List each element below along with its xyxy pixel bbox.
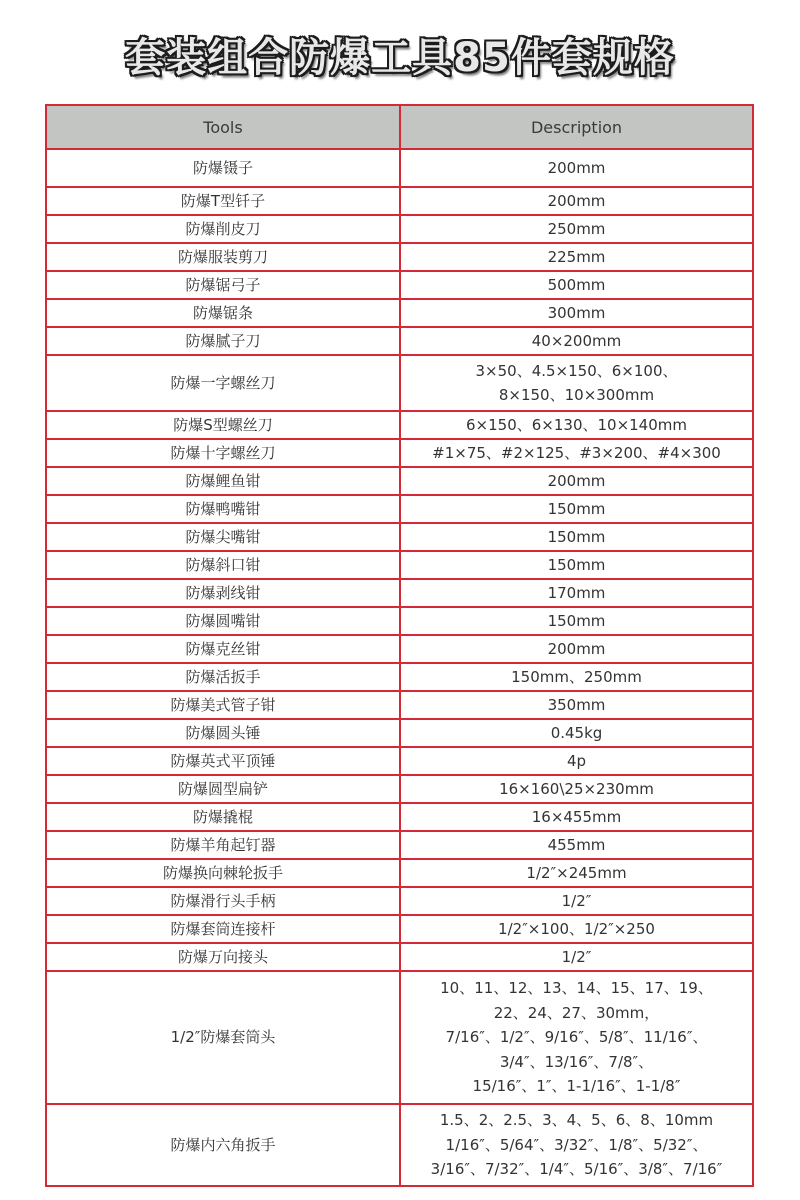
- tool-name-cell: 防爆英式平顶锤: [46, 747, 400, 775]
- description-cell: [400, 355, 753, 411]
- description-line: 7/16″、1/2″、9/16″、5/8″、11/16″、: [445, 1028, 708, 1047]
- table-row: [46, 663, 753, 691]
- description-line: 3/16″、7/32″、1/4″、5/16″、3/8″、7/16″: [430, 1160, 723, 1179]
- description-cell: [400, 691, 753, 719]
- table-row: [46, 579, 753, 607]
- tool-name-cell: 防爆克丝钳: [46, 635, 400, 663]
- description-cell: [400, 215, 753, 243]
- table-row: [46, 1104, 753, 1186]
- tool-name-cell: 防爆斜口钳: [46, 551, 400, 579]
- description-line: 6×150、6×130、10×140mm: [466, 415, 687, 434]
- description-line: 150mm: [547, 527, 606, 546]
- description-cell: [400, 1104, 753, 1186]
- table-row: [46, 775, 753, 803]
- description-cell: [400, 271, 753, 299]
- description-line: 150mm、250mm: [511, 667, 642, 686]
- tool-name-cell: 防爆撬棍: [46, 803, 400, 831]
- table-row: [46, 635, 753, 663]
- table-row: [46, 439, 753, 467]
- description-cell: [400, 663, 753, 691]
- description-cell: [400, 411, 753, 439]
- table-row: [46, 467, 753, 495]
- table-row: [46, 887, 753, 915]
- tool-name-cell: 1/2″防爆套筒头: [46, 971, 400, 1104]
- description-cell: [400, 467, 753, 495]
- table-row: [46, 607, 753, 635]
- description-cell: [400, 635, 753, 663]
- description-cell: [400, 495, 753, 523]
- tool-name-cell: 防爆削皮刀: [46, 215, 400, 243]
- table-row: [46, 691, 753, 719]
- tool-name-cell: 防爆服装剪刀: [46, 243, 400, 271]
- description-cell: [400, 327, 753, 355]
- table-row: [46, 859, 753, 887]
- description-line: 3/4″、13/16″、7/8″、: [499, 1052, 654, 1071]
- tool-name-cell: 防爆套筒连接杆: [46, 915, 400, 943]
- tool-name-cell: 防爆换向棘轮扳手: [46, 859, 400, 887]
- description-line: 1/2″×245mm: [526, 863, 627, 882]
- description-cell: [400, 607, 753, 635]
- description-line: 40×200mm: [531, 331, 622, 350]
- description-line: 200mm: [547, 191, 606, 210]
- description-cell: [400, 915, 753, 943]
- table-row: [46, 551, 753, 579]
- table-row: [46, 271, 753, 299]
- tool-name-cell: 防爆T型钎子: [46, 187, 400, 215]
- table-row: [46, 149, 753, 187]
- page-title: 套装组合防爆工具85件套规格: [125, 35, 675, 81]
- header-tools: Tools: [46, 105, 400, 149]
- spec-table: [45, 104, 754, 1187]
- table-header-row: [46, 105, 753, 149]
- description-cell: [400, 439, 753, 467]
- description-line: 1/2″×100、1/2″×250: [498, 919, 655, 938]
- table-row: [46, 355, 753, 411]
- tool-name-cell: 防爆活扳手: [46, 663, 400, 691]
- description-line: 150mm: [547, 499, 606, 518]
- description-line: 225mm: [547, 247, 606, 266]
- description-cell: [400, 243, 753, 271]
- table-row: [46, 943, 753, 971]
- description-line: 4p: [566, 751, 587, 770]
- description-line: 3×50、4.5×150、6×100、: [475, 361, 678, 380]
- description-line: 350mm: [547, 695, 606, 714]
- description-line: #1×75、#2×125、#3×200、#4×300: [432, 443, 721, 462]
- description-cell: [400, 149, 753, 187]
- description-line: 10、11、12、13、14、15、17、19、: [440, 979, 713, 998]
- tool-name-cell: 防爆十字螺丝刀: [46, 439, 400, 467]
- description-cell: [400, 187, 753, 215]
- tool-name-cell: 防爆S型螺丝刀: [46, 411, 400, 439]
- table-row: [46, 831, 753, 859]
- tool-name-cell: 防爆羊角起钉器: [46, 831, 400, 859]
- description-line: 0.45kg: [550, 723, 603, 742]
- table-row: [46, 915, 753, 943]
- table-row: [46, 523, 753, 551]
- table-row: [46, 299, 753, 327]
- table-row: [46, 243, 753, 271]
- tool-name-cell: 防爆锯弓子: [46, 271, 400, 299]
- tool-name-cell: 防爆圆头锤: [46, 719, 400, 747]
- tool-name-cell: 防爆镊子: [46, 149, 400, 187]
- table-row: [46, 411, 753, 439]
- header-description: Description: [400, 105, 753, 149]
- table-row: [46, 327, 753, 355]
- table-row: [46, 719, 753, 747]
- description-cell: [400, 831, 753, 859]
- tool-name-cell: 防爆锯条: [46, 299, 400, 327]
- description-line: 455mm: [547, 835, 606, 854]
- table-row: [46, 747, 753, 775]
- description-cell: [400, 747, 753, 775]
- description-line: 1.5、2、2.5、3、4、5、6、8、10mm: [439, 1111, 714, 1130]
- tool-name-cell: 防爆圆嘴钳: [46, 607, 400, 635]
- description-line: 300mm: [547, 303, 606, 322]
- description-cell: [400, 299, 753, 327]
- tool-name-cell: 防爆剥线钳: [46, 579, 400, 607]
- tool-name-cell: 防爆美式管子钳: [46, 691, 400, 719]
- description-line: 15/16″、1″、1-1/16″、1-1/8″: [472, 1077, 681, 1096]
- description-line: 170mm: [547, 583, 606, 602]
- table-row: [46, 803, 753, 831]
- description-line: 200mm: [547, 158, 606, 177]
- description-cell: [400, 551, 753, 579]
- table-row: [46, 187, 753, 215]
- tool-name-cell: 防爆万向接头: [46, 943, 400, 971]
- table-row: [46, 215, 753, 243]
- description-line: 16×160\25×230mm: [499, 779, 654, 798]
- table-body: [46, 149, 753, 1186]
- tool-name-cell: 防爆鸭嘴钳: [46, 495, 400, 523]
- description-line: 200mm: [547, 639, 606, 658]
- tool-name-cell: 防爆圆型扁铲: [46, 775, 400, 803]
- description-line: 1/2″: [561, 891, 592, 910]
- description-line: 8×150、10×300mm: [498, 386, 655, 404]
- tool-name-cell: 防爆一字螺丝刀: [46, 355, 400, 411]
- description-cell: [400, 523, 753, 551]
- description-line: 150mm: [547, 555, 606, 574]
- description-line: 200mm: [547, 471, 606, 490]
- description-line: 500mm: [547, 275, 606, 294]
- tool-name-cell: 防爆鲤鱼钳: [46, 467, 400, 495]
- description-cell: [400, 943, 753, 971]
- description-cell: [400, 579, 753, 607]
- description-line: 1/2″: [561, 947, 592, 966]
- description-line: 150mm: [547, 611, 606, 630]
- tool-name-cell: 防爆滑行头手柄: [46, 887, 400, 915]
- description-line: 22、24、27、30mm，: [493, 1003, 660, 1022]
- description-cell: [400, 971, 753, 1104]
- description-cell: [400, 719, 753, 747]
- table-row: [46, 495, 753, 523]
- tool-name-cell: 防爆内六角扳手: [46, 1104, 400, 1186]
- description-cell: [400, 803, 753, 831]
- table-row: [46, 971, 753, 1104]
- description-cell: [400, 775, 753, 803]
- description-line: 250mm: [547, 219, 606, 238]
- description-cell: [400, 859, 753, 887]
- tool-name-cell: 防爆尖嘴钳: [46, 523, 400, 551]
- tool-name-cell: 防爆腻子刀: [46, 327, 400, 355]
- description-line: 16×455mm: [531, 807, 622, 826]
- description-cell: [400, 887, 753, 915]
- description-line: 1/16″、5/64″、3/32″、1/8″、5/32″、: [445, 1135, 708, 1154]
